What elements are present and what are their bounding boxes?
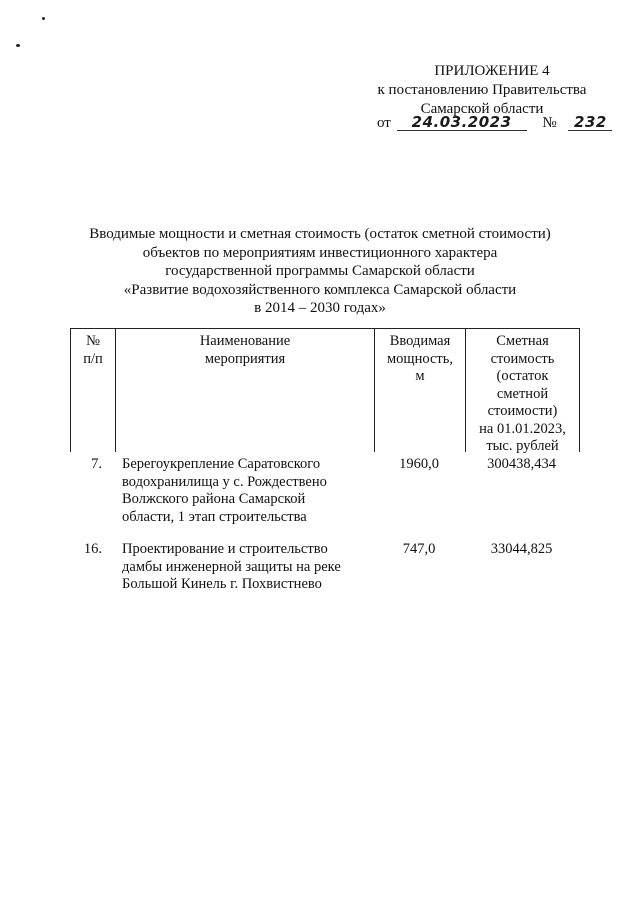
row-capacity: 747,0 — [402, 541, 436, 557]
heading-line: «Развитие водохозяйственного комплекса Самарской области — [123, 281, 517, 298]
heading-line: в 2014 – 2030 годах» — [254, 300, 386, 316]
appendix-line-1: к постановлению Правительства — [377, 82, 587, 98]
row-number: 7. — [91, 456, 102, 472]
header-cost: Сметная стоимость (остаток сметной стоимости) на 01.01.2023, тыс. рублей — [479, 333, 566, 454]
row-name: Берегоукрепление Саратовского водохранилища у с. Рождествено Волжского района Самарской области, 1 этап строительства — [122, 456, 327, 525]
scan-speck — [16, 44, 20, 47]
decree-prefix: от — [377, 115, 391, 131]
table-header-grid — [70, 328, 580, 452]
appendix-block — [372, 62, 592, 119]
row-name: Проектирование и строительство дамбы инженерной защиты на реке Большой Кинель г. Похвистнево — [122, 541, 341, 592]
decree-date: 24.03.2023 — [397, 114, 527, 131]
appendix-title: ПРИЛОЖЕНИЕ 4 — [434, 63, 550, 79]
row-number: 16. — [83, 541, 102, 557]
decree-number-label: № — [542, 115, 557, 131]
decree-line — [377, 114, 612, 132]
heading-line: государственной программы Самарской области — [165, 263, 475, 279]
row-capacity: 1960,0 — [399, 456, 439, 472]
header-number: № п/п — [83, 333, 103, 367]
header-capacity: Вводимая мощность, м — [387, 333, 453, 384]
row-cost: 300438,434 — [487, 456, 556, 472]
heading-line: объектов по мероприятиям инвестиционного характера — [142, 244, 498, 261]
heading-line: Вводимые мощности и сметная стоимость (остаток сметной стоимости) — [89, 226, 551, 242]
scan-speck — [42, 17, 45, 20]
appendix-line-2: Самарской области — [420, 101, 544, 117]
header-name: Наименование мероприятия — [199, 333, 291, 367]
document-heading — [80, 225, 560, 318]
decree-number: 232 — [568, 114, 612, 131]
row-cost: 33044,825 — [490, 541, 553, 557]
